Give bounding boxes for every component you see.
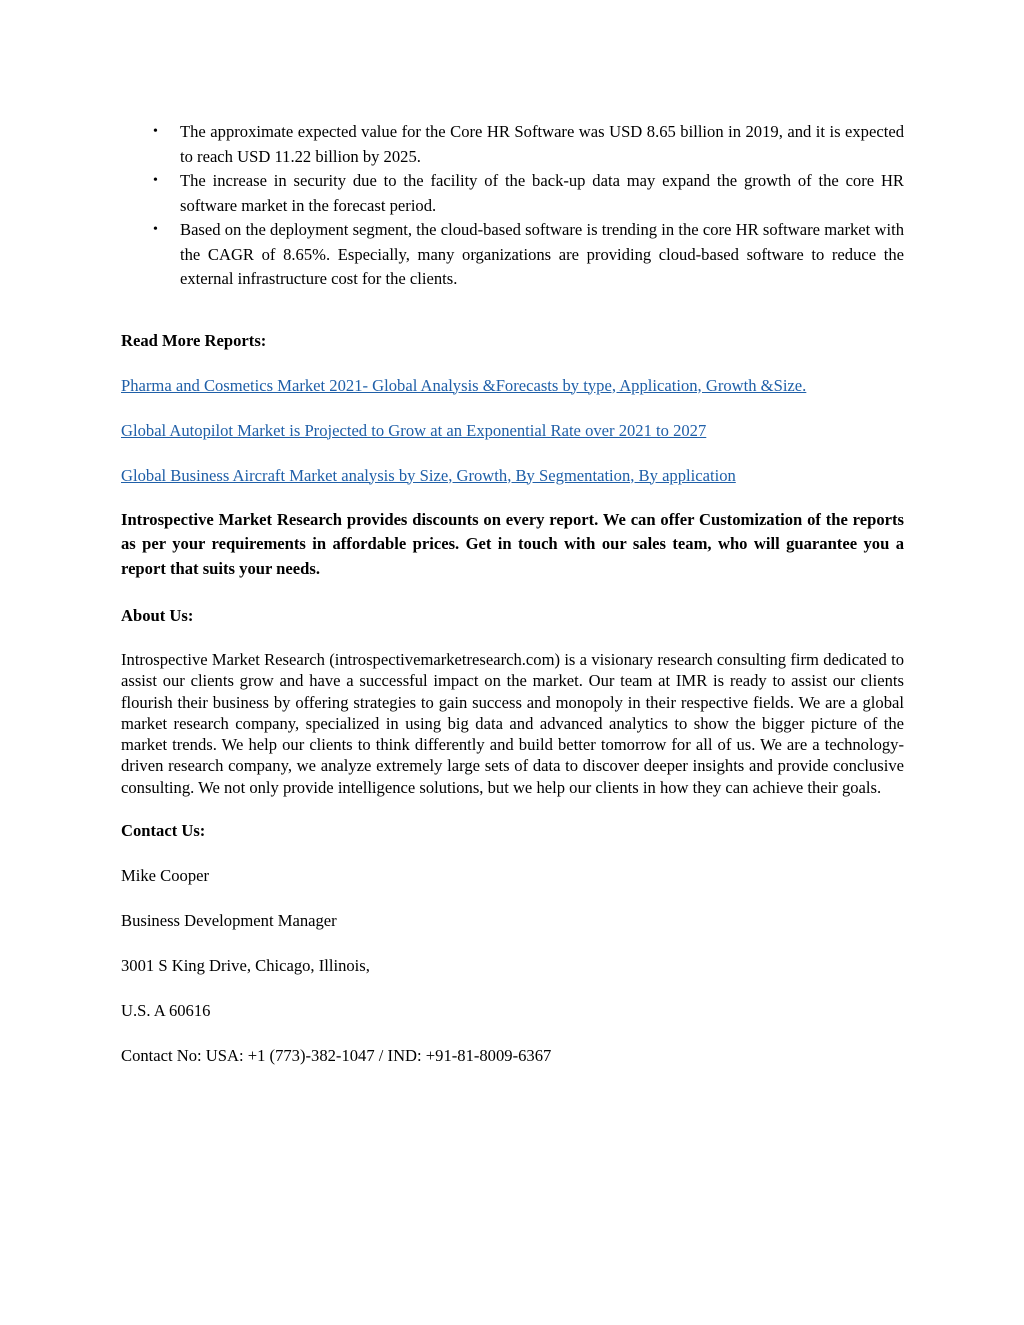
list-item [121,218,904,292]
read-more-heading: Read More Reports: [121,330,267,350]
report-link-business-aircraft[interactable]: Global Business Aircraft Market analysis by Size, Growth, By Segmentation, By application [121,465,736,485]
about-paragraph: Introspective Market Research (introspectivemarketresearch.com) is a visionary research consulting firm dedicated to assist our clients grow and have a successful impact on the market. Our team at IMR is ready to assist our clients flourish their business by offering strategies to gain success and monopoly in their respective fields. We are a global market research company, specialized in using big data and advanced analytics to show the bigger picture of the market trends. We help our clients to think differently and build better tomorrow for all of us. We are a technology-driven research company, we analyze extremely large sets of data to discover deeper insights and provide conclusive consulting. We not only provide intelligence solutions, but we help our clients in how they can achieve their goals. [121,650,904,797]
key-findings-list [121,120,904,292]
contact-address-line1: 3001 S King Drive, Chicago, Illinois, [121,956,370,976]
contact-heading: Contact Us: [121,821,206,841]
contact-name: Mike Cooper [121,866,210,886]
bullet-text: The increase in security due to the facility of the back-up data may expand the growth of the core HR software market in the forecast period. [180,171,904,215]
report-link-autopilot[interactable]: Global Autopilot Market is Projected to Grow at an Exponential Rate over 2021 to 2027 [121,420,707,440]
bullet-text: The approximate expected value for the Core HR Software was USD 8.65 billion in 2019, and it is expected to reach USD 11.22 billion by 2025. [180,122,904,166]
report-link-pharma-cosmetics[interactable]: Pharma and Cosmetics Market 2021- Global Analysis &Forecasts by type, Application, Growth &Size. [121,375,807,395]
bullet-text: Based on the deployment segment, the cloud-based software is trending in the core HR software market with the CAGR of 8.65%. Especially, many organizations are providing cloud-based software to reduce the external infrastructure cost for the clients. [180,220,904,288]
contact-title: Business Development Manager [121,911,337,931]
bullet-icon: • [153,173,158,188]
list-item [121,169,904,218]
list-item [121,120,904,169]
document-page [121,120,904,1068]
contact-phone: Contact No: USA: +1 (773)-382-1047 / IND: +91-81-8009-6367 [121,1046,552,1066]
about-heading: About Us: [121,606,194,625]
contact-address-line2: U.S. A 60616 [121,1001,211,1021]
bullet-icon: • [153,222,158,237]
offer-paragraph: Introspective Market Research provides discounts on every report. We can offer Customization of the reports as per your requirements in affordable prices. Get in touch with our sales team, who will guarantee you a report that suits your needs. [121,509,904,578]
bullet-icon: • [153,124,158,139]
